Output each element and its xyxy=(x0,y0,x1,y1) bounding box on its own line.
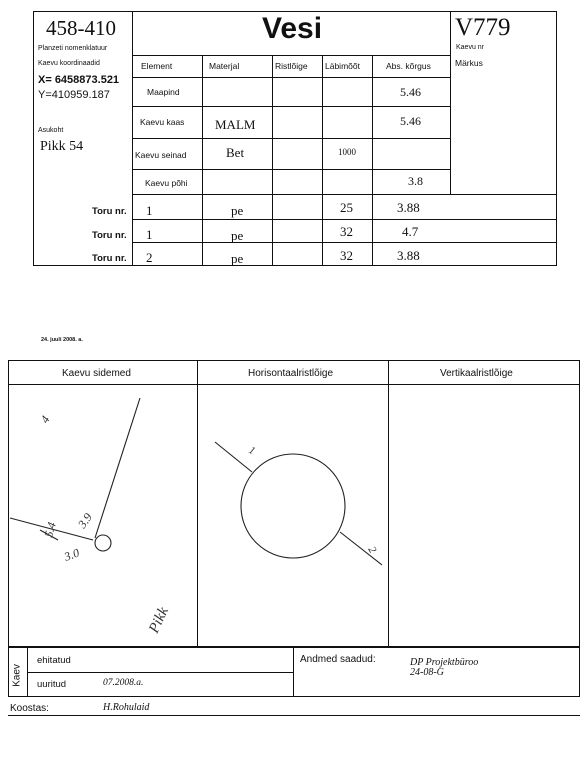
data-from-value: DP Projektbüroo xyxy=(410,657,479,668)
col-header-section: Ristlõige xyxy=(275,61,308,71)
document-date: 24. juuli 2008. a. xyxy=(41,337,83,343)
coord-y: Y=410959.187 xyxy=(38,89,110,101)
kaev-side-label: Kaev xyxy=(11,664,23,687)
pipe-abs: 4.7 xyxy=(402,224,419,239)
hand-mark: 4 xyxy=(37,413,53,426)
col-vertikaal: Vertikaalristlõige xyxy=(440,368,513,379)
pipe-nr: 1 xyxy=(146,227,153,242)
col-kaevu-sidemed: Kaevu sidemed xyxy=(62,368,131,379)
pipe-abs: 3.88 xyxy=(397,248,420,263)
hand-mark: 1 xyxy=(246,444,258,458)
pipe-label: Toru nr. xyxy=(92,230,127,241)
notes-label: Märkus xyxy=(455,58,483,68)
pipe-nr: 1 xyxy=(146,203,153,218)
row-abs: 3.8 xyxy=(408,174,423,188)
pipe-diameter: 32 xyxy=(340,248,353,263)
row-element: Kaevu seinad xyxy=(135,150,187,160)
author-label: Koostas: xyxy=(10,703,49,714)
row-element: Maapind xyxy=(147,87,180,97)
nomenclature-label: Planzeti nomenklatuur xyxy=(38,45,108,52)
hand-mark: 2 xyxy=(365,544,379,556)
row-element: Kaevu põhi xyxy=(145,178,188,188)
pipe-material: pe xyxy=(231,203,244,218)
hand-mark: 5.4 xyxy=(41,520,59,539)
built-label: ehitatud xyxy=(37,655,71,666)
col-header-abs: Abs. kõrgus xyxy=(386,61,431,71)
data-from-value-2: 24-08-G xyxy=(410,667,444,678)
well-number-label: Kaevu nr xyxy=(456,44,485,51)
hand-mark: Pikk xyxy=(146,604,172,636)
row-material: MALM xyxy=(215,117,256,132)
col-header-material: Materjal xyxy=(209,61,240,71)
location: Pikk 54 xyxy=(40,139,84,154)
row-element: Kaevu kaas xyxy=(140,117,185,127)
pipe-label: Toru nr. xyxy=(92,253,127,264)
col-horisontaal: Horisontaalristlõige xyxy=(248,368,334,379)
pipe-diameter: 25 xyxy=(340,200,353,215)
author-value: H.Rohulaid xyxy=(103,702,150,713)
data-from-label: Andmed saadud: xyxy=(300,654,376,665)
row-abs: 5.46 xyxy=(400,114,421,128)
pipe-diameter: 32 xyxy=(340,224,353,239)
page-title: Vesi xyxy=(262,12,323,45)
hand-mark: 3.0 xyxy=(62,545,82,564)
row-diameter: 1000 xyxy=(338,147,356,157)
surveyed-value: 07.2008.a. xyxy=(103,678,144,688)
hand-mark: 3.9 xyxy=(74,510,96,531)
pipe-label: Toru nr. xyxy=(92,206,127,217)
pipe-abs: 3.88 xyxy=(397,200,420,215)
col-header-element: Element xyxy=(141,61,173,71)
well-number: V779 xyxy=(455,14,511,41)
coords-label: Kaevu koordinaadid xyxy=(38,60,100,67)
row-material: Bet xyxy=(226,145,245,160)
col-header-diameter: Läbimõõt xyxy=(325,61,360,71)
row-abs: 5.46 xyxy=(400,85,421,99)
surveyed-label: uuritud xyxy=(37,679,67,690)
pipe-material: pe xyxy=(231,251,244,266)
nomenclature: 458-410 xyxy=(46,16,116,40)
pipe-material: pe xyxy=(231,228,244,243)
coord-x: X= 6458873.521 xyxy=(38,74,120,86)
pipe-nr: 2 xyxy=(146,250,153,265)
location-label: Asukoht xyxy=(38,127,64,134)
